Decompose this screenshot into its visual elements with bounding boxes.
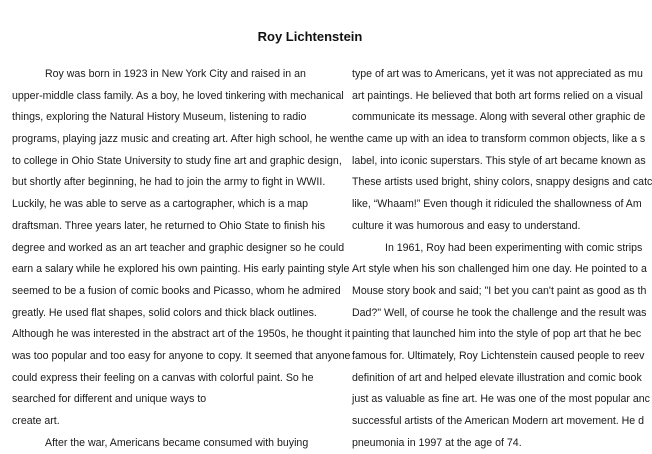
text-line: earn a salary while he explored his own painting. His early painting style [12, 263, 350, 276]
text-line: greatly. He used flat shapes, solid colors and thick black outlines. [12, 306, 317, 319]
text-line: to college in Ohio State University to study fine art and graphic design, [12, 154, 342, 167]
text-line: could express their feeling on a canvas with colorful paint. So he [12, 371, 314, 384]
text-line: definition of art and helped elevate illustration and comic book [352, 371, 642, 384]
left-text-column [12, 64, 353, 454]
text-line: like, “Whaam!” Even though it ridiculed the shallowness of Am [352, 198, 642, 211]
text-line: art paintings. He believed that both art forms relied on a visual [352, 89, 643, 102]
text-line: seemed to be a fusion of comic books and Picasso, whom he admired [12, 284, 341, 297]
right-text-column [352, 64, 652, 454]
text-line: In 1961, Roy had been experimenting with comic strips [385, 241, 643, 254]
text-line: label, into iconic superstars. This style of art became known as [352, 154, 646, 167]
text-line: he came up with an idea to transform common objects, like a s [352, 133, 646, 146]
text-line: painting that launched him into the style of pop art that he bec [352, 328, 642, 341]
text-line: culture it was humorous and easy to understand. [352, 219, 581, 232]
text-line: Dad?" Well, of course he took the challenge and the result was [352, 306, 647, 319]
text-line: pneumonia in 1997 at the age of 74. [352, 436, 522, 449]
text-line: was too popular and too easy for anyone to copy. It seemed that anyone [12, 349, 351, 362]
text-line: degree and worked as an art teacher and graphic designer so he could [12, 241, 345, 254]
text-line: things, exploring the Natural History Museum, listening to radio [12, 111, 307, 124]
text-line: successful artists of the American Modern art movement. He d [352, 415, 645, 427]
text-line: draftsman. Three years later, he returned to Ohio State to finish his [12, 219, 326, 232]
text-line: Although he was interested in the abstract art of the 1950s, he thought it [12, 328, 351, 341]
text-line: These artists used bright, shiny colors, snappy designs and catc [352, 176, 652, 189]
text-line: programs, playing jazz music and creating art. After high school, he went [12, 133, 353, 146]
text-line: communicate its message. Along with several other graphic de [352, 111, 646, 124]
text-line: just as valuable as fine art. He was one of the most popular anc [352, 393, 650, 406]
text-line: Luckily, he was able to serve as a cartographer, which is a map [12, 198, 308, 211]
text-line: Art style when his son challenged him one day. He pointed to a [352, 263, 647, 276]
text-line: upper-middle class family. As a boy, he loved tinkering with mechanical [12, 89, 344, 102]
text-line: type of art was to Americans, yet it was not appreciated as mu [352, 68, 643, 80]
text-line: create art. [12, 415, 60, 427]
text-line: famous for. Ultimately, Roy Lichtenstein caused people to reev [352, 349, 645, 362]
text-line: searched for different and unique ways to [12, 393, 207, 406]
text-line: Mouse story book and said; "I bet you can't paint as good as th [352, 284, 647, 297]
text-line: After the war, Americans became consumed with buying [45, 436, 309, 449]
page-title: Roy Lichtenstein [257, 29, 363, 44]
text-line: but shortly after beginning, he had to join the army to fight in WWII. [12, 176, 326, 189]
text-line: Roy was born in 1923 in New York City and raised in an [45, 68, 306, 80]
